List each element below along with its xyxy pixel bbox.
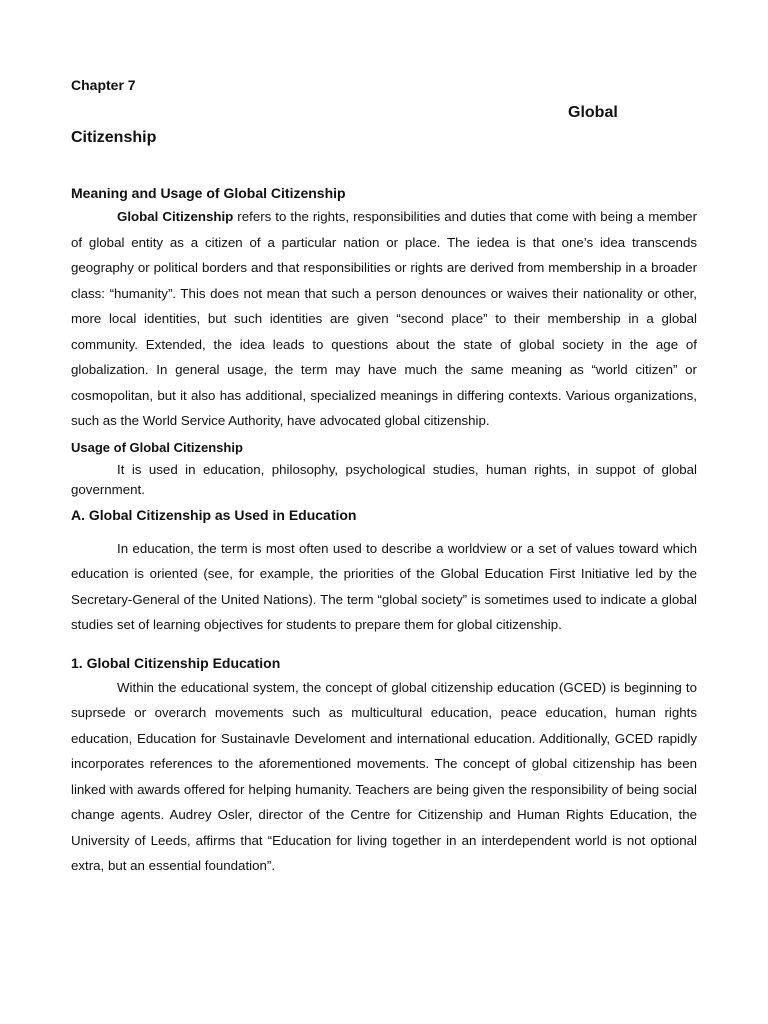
paragraph-meaning: [71, 204, 697, 434]
section-heading-gced: 1. Global Citizenship Education: [71, 654, 281, 671]
term-global-citizenship: Global Citizenship: [117, 209, 234, 224]
chapter-title-part-2: Citizenship: [71, 129, 157, 146]
section-heading-meaning: Meaning and Usage of Global Citizenship: [71, 185, 346, 201]
section-heading-usage: Usage of Global Citizenship: [71, 439, 243, 455]
chapter-label: Chapter 7: [71, 77, 136, 93]
document-body: [71, 184, 697, 879]
chapter-title-part-1: Global: [568, 104, 618, 121]
paragraph-usage: It is used in education, philosophy, psychological studies, human rights, in suppot of global government.: [71, 461, 697, 497]
paragraph-education: In education, the term is most often used to describe a worldview or a set of values toward which education is oriented (see, for example, the priorities of the Global Education First Initiative led by the Secretary-General of the United Nations). The term “global society” is sometimes used to indicate a global studies set of learning objectives for students to prepare them for global citizenship.: [71, 540, 697, 632]
paragraph-meaning-text: refers to the rights, responsibilities and duties that come with being a member of global entity as a citizen of a particular nation or place. The iedea is that one’s idea transcends geography or political borders and that responsibilities or rights are derived from membership in a broader class: “humanity”. This does not mean that such a person denounces or waives their nationality or other, more local identities, but such identities are given “second place” to their membership in a global community. Extended, the idea leads to questions about the state of global society in the age of globalization. In general usage, the term may have much the same meaning as “world citizen” or cosmopolitan, but it also has additional, specialized meanings in differing contexts. Various organizations, such as the World Service Authority, have advocated global citizenship.: [71, 209, 697, 428]
paragraph-gced: Within the educational system, the concept of global citizenship education (GCED) is beginning to suprsede or overarch movements such as multicultural education, peace education, human rights education, Education for Sustainavle Develoment and international education. Additionally, GCED rapidly incorporates references to the aforementioned movements. The concept of global citizenship has been linked with awards offered for helping humanity. Teachers are being given the responsibility of being social change agents. Audrey Osler, director of the Centre for Citizenship and Human Rights Education, the University of Leeds, affirms that “Education for living together in an interdependent world is not optional extra, but an essential foundation”.: [71, 679, 697, 873]
section-heading-education: A. Global Citizenship as Used in Education: [71, 506, 357, 523]
